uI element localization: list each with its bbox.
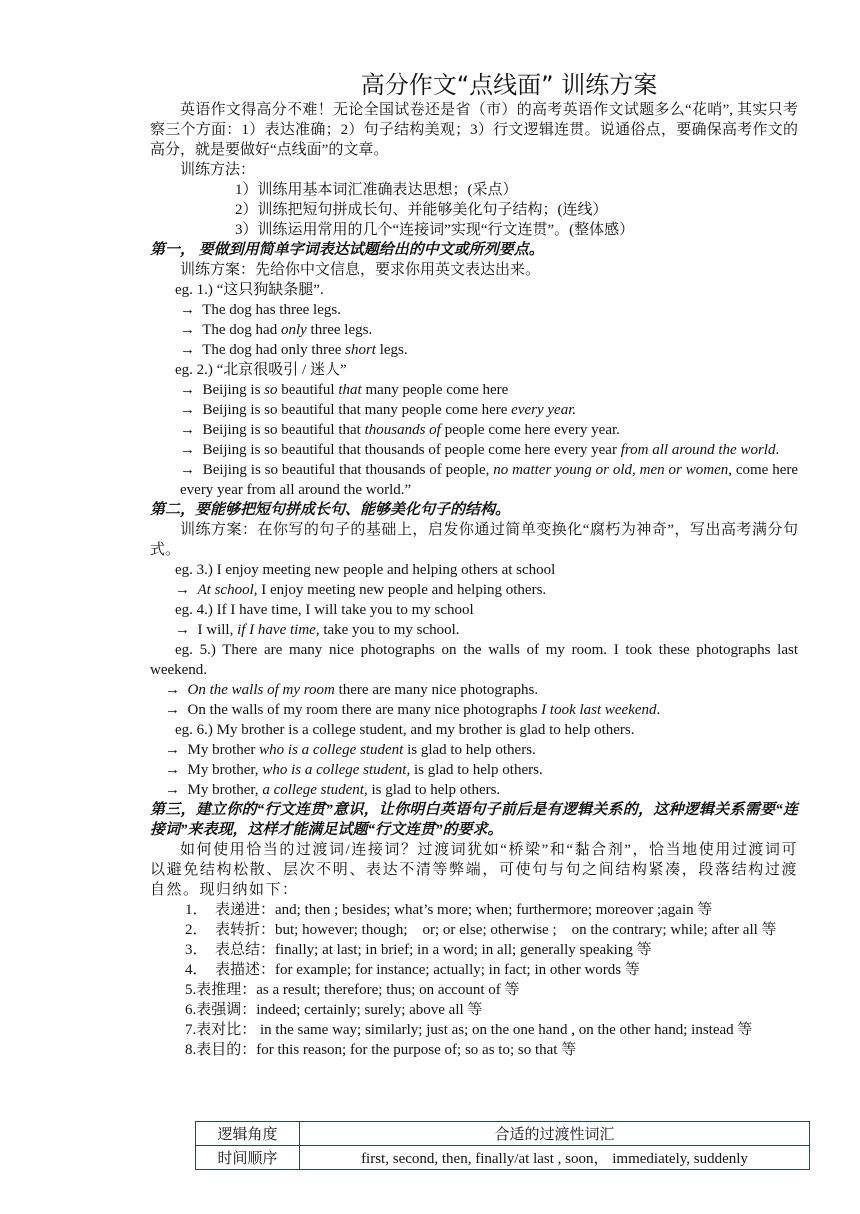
example-line: → Beijing is so beautiful that many people come here every year. [180,402,577,418]
arrow-icon: → [180,342,195,358]
connector-item: 2． 表转折：but; however; though; or; or else; otherwise ; on the contrary; while; after all 等 [185,922,777,938]
table-header: 合适的过渡性词汇 [300,1122,810,1146]
example-line: → My brother who is a college student is glad to help others. [165,742,536,758]
connector-item: 4． 表描述：for example; for instance; actually; in fact; in other words 等 [185,962,640,978]
arrow-icon: → [165,782,180,798]
example-line: → At school, I enjoy meeting new people and helping others. [175,582,547,598]
arrow-icon: → [165,702,180,718]
example-line: → The dog had only three legs. [180,322,373,338]
table-cell: 时间顺序 [196,1146,300,1170]
arrow-icon: → [180,302,195,318]
arrow-icon: → [180,402,195,418]
table-row [196,1146,810,1170]
example-label: eg. 2.) “北京很吸引 / 迷人” [175,362,347,378]
method-label: 训练方法： [180,162,256,178]
example-line: → Beijing is so beautiful that thousands of people come here every year from all around the world. [180,442,780,458]
arrow-icon: → [165,682,180,698]
arrow-icon: → [175,622,190,638]
arrow-icon: → [165,742,180,758]
connector-item: 5.表推理：as a result; therefore; thus; on account of 等 [185,982,520,998]
arrow-icon: → [180,322,195,338]
example-label: eg. 1.) “这只狗缺条腿”. [175,282,324,298]
connector-item: 7.表对比： in the same way; similarly; just as; on the one hand , on the other hand; instead 等 [185,1022,753,1038]
example-line: → I will, if I have time, take you to my school. [175,622,460,638]
table-cell: first, second, then, finally/at last , soon， immediately, suddenly [300,1146,810,1170]
example-line: → On the walls of my room there are many nice photographs. [165,682,539,698]
intro-paragraph: 英语作文得高分不难！无论全国试卷还是省（市）的高考英语作文试题多么“花哨”, 其实只考察三个方面：1）表达准确；2）句子结构美观；3）行文逻辑连贯。说通俗点，要确保高考作文的高分，就是要做好“点线面”的文章。 [150,102,798,158]
example-label: eg. 5.) There are many nice photographs on the walls of my room. I took these photographs last weekend. [150,642,798,678]
arrow-icon: → [175,582,190,598]
example-line: → The dog has three legs. [180,302,341,318]
connector-item: 3． 表总结：finally; at last; in brief; in a word; in all; generally speaking 等 [185,942,652,958]
section1-plan: 训练方案：先给你中文信息，要求你用英文表达出来。 [180,262,541,278]
section2-plan: 训练方案：在你写的句子的基础上，启发你通过简单变换化“腐朽为神奇”，写出高考满分句式。 [150,522,798,558]
transition-table [195,1121,810,1170]
method-item: 2）训练把短句拼成长句、并能够美化句子结构；(连线） [235,202,608,218]
connector-item: 8.表目的：for this reason; for the purpose of; so as to; so that 等 [185,1042,577,1058]
example-line: → Beijing is so beautiful that thousands of people, no matter young or old, men or women, come here every year from all around the world.” [180,462,799,498]
arrow-icon: → [180,382,195,398]
example-label: eg. 3.) I enjoy meeting new people and helping others at school [175,562,556,578]
arrow-icon: → [165,762,180,778]
example-line: → My brother, a college student, is glad to help others. [165,782,501,798]
arrow-icon: → [180,462,195,478]
example-line: → My brother, who is a college student, is glad to help others. [165,762,543,778]
example-label: eg. 4.) If I have time, I will take you to my school [175,602,474,618]
table-header-row [196,1122,810,1146]
example-line: → Beijing is so beautiful that many people come here [180,382,509,398]
document-page [150,70,798,1060]
example-line: → The dog had only three short legs. [180,342,408,358]
method-item: 1）训练用基本词汇准确表达思想；(采点） [235,182,518,198]
example-line: → Beijing is so beautiful that thousands of people come here every year. [180,422,620,438]
section2-heading: 第二，要能够把短句拼成长句、能够美化句子的结构。 [150,502,511,518]
section1-heading: 第一， 要做到用简单字词表达试题给出的中文或所列要点。 [150,242,544,258]
table-header: 逻辑角度 [196,1122,300,1146]
section3-intro: 如何使用恰当的过渡词/连接词？过渡词犹如“桥梁”和“黏合剂”，恰当地使用过渡词可以避免结构松散、层次不明、表达不清等弊端，可使句与句之间结构紧凑，段落结构过渡自然。现归纳如下： [150,842,798,898]
connector-item: 6.表强调：indeed; certainly; surely; above all 等 [185,1002,483,1018]
arrow-icon: → [180,442,195,458]
section3-heading: 第三，建立你的“行文连贯”意识，让你明白英语句子前后是有逻辑关系的，这种逻辑关系需要“连接词”来表现，这样才能满足试题“行文连贯”的要求。 [150,802,798,838]
method-item: 3）训练运用常用的几个“连接词”实现“行文连贯”。(整体感） [235,222,635,238]
example-line: → On the walls of my room there are many nice photographs I took last weekend. [165,702,661,718]
connector-item: 1． 表递进：and; then ; besides; what’s more; when; furthermore; moreover ;again 等 [185,902,713,918]
example-label: eg. 6.) My brother is a college student, and my brother is glad to help others. [175,722,635,738]
arrow-icon: → [180,422,195,438]
page-title: 高分作文“点线面” 训练方案 [360,71,658,99]
